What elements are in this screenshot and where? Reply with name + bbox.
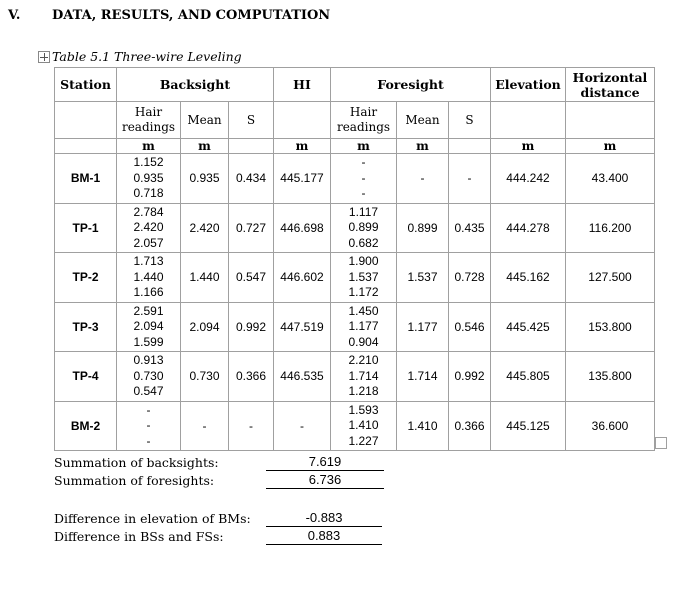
subheader-fs-mean: Mean bbox=[397, 102, 449, 139]
hair-reading: 0.904 bbox=[348, 334, 379, 349]
hair-reading: 1.900 bbox=[348, 254, 379, 268]
hair-reading: 2.057 bbox=[133, 235, 164, 250]
fs-s-cell: 0.992 bbox=[449, 352, 491, 402]
bs-s-cell: 0.547 bbox=[229, 253, 274, 303]
unit-row bbox=[55, 139, 655, 154]
fs-mean-cell: 1.410 bbox=[397, 401, 449, 451]
table-row bbox=[55, 352, 655, 402]
fs-mean-cell: 0.899 bbox=[397, 203, 449, 253]
hi-cell: 445.177 bbox=[274, 154, 331, 204]
unit-bs-hair: m bbox=[117, 139, 181, 154]
bs-s-cell: - bbox=[229, 401, 274, 451]
subheader-fs-hair: Hair readings bbox=[331, 102, 397, 139]
table-caption-row bbox=[38, 49, 242, 64]
bs-s-cell: 0.434 bbox=[229, 154, 274, 204]
table-caption: Table 5.1 Three-wire Leveling bbox=[52, 49, 242, 64]
hi-cell: 446.602 bbox=[274, 253, 331, 303]
section-heading bbox=[8, 8, 330, 23]
bs-mean-cell: 2.094 bbox=[181, 302, 229, 352]
hair-reading: - bbox=[361, 170, 366, 185]
subheader-bs-s: S bbox=[229, 102, 274, 139]
station-cell: BM-1 bbox=[55, 154, 117, 204]
hair-reading: 1.177 bbox=[348, 319, 379, 333]
elevation-cell: 445.425 bbox=[491, 302, 566, 352]
fs-mean-cell: 1.537 bbox=[397, 253, 449, 303]
hair-reading: 1.152 bbox=[133, 155, 164, 169]
fs-hair-cell bbox=[331, 401, 397, 451]
row-end-marker-icon bbox=[655, 437, 667, 449]
elevation-cell: 445.125 bbox=[491, 401, 566, 451]
sum-foresights-label: Summation of foresights: bbox=[54, 473, 215, 488]
subheader-elevation-blank bbox=[491, 102, 566, 139]
sum-backsights-value: 7.619 bbox=[266, 454, 384, 471]
fs-mean-cell: - bbox=[397, 154, 449, 204]
hair-reading: 1.593 bbox=[348, 402, 379, 417]
bs-hair-cell bbox=[117, 352, 181, 402]
bs-hair-cell bbox=[117, 302, 181, 352]
elevation-cell: 444.242 bbox=[491, 154, 566, 204]
table-row bbox=[55, 401, 655, 451]
fs-mean-cell: 1.714 bbox=[397, 352, 449, 402]
station-cell: TP-2 bbox=[55, 253, 117, 303]
hair-reading: 1.218 bbox=[348, 384, 379, 398]
station-cell: TP-1 bbox=[55, 203, 117, 253]
hair-reading: - bbox=[361, 155, 366, 169]
subheader-bs-mean: Mean bbox=[181, 102, 229, 139]
hair-reading: 1.714 bbox=[348, 368, 379, 383]
subheader-hi-blank bbox=[274, 102, 331, 139]
hair-reading: 0.935 bbox=[133, 170, 164, 185]
bs-s-cell: 0.992 bbox=[229, 302, 274, 352]
unit-station-blank bbox=[55, 139, 117, 154]
distance-cell: 127.500 bbox=[566, 253, 655, 303]
distance-cell: 135.800 bbox=[566, 352, 655, 402]
bs-mean-cell: 0.730 bbox=[181, 352, 229, 402]
station-cell: BM-2 bbox=[55, 401, 117, 451]
unit-bs-s-blank bbox=[229, 139, 274, 154]
subheader-row bbox=[55, 102, 655, 139]
sum-foresights-value: 6.736 bbox=[266, 472, 384, 489]
unit-distance: m bbox=[566, 139, 655, 154]
fs-hair-cell bbox=[331, 203, 397, 253]
hair-reading: - bbox=[146, 418, 151, 432]
three-wire-leveling-table bbox=[54, 67, 655, 451]
hair-reading: 1.227 bbox=[348, 433, 379, 448]
station-cell: TP-3 bbox=[55, 302, 117, 352]
fs-s-cell: - bbox=[449, 154, 491, 204]
station-cell: TP-4 bbox=[55, 352, 117, 402]
header-elevation: Elevation bbox=[491, 68, 566, 102]
bs-mean-cell: - bbox=[181, 401, 229, 451]
fs-hair-cell bbox=[331, 253, 397, 303]
hi-cell: - bbox=[274, 401, 331, 451]
hair-reading: 1.166 bbox=[133, 285, 164, 299]
bs-hair-cell bbox=[117, 253, 181, 303]
unit-fs-s-blank bbox=[449, 139, 491, 154]
bs-mean-cell: 2.420 bbox=[181, 203, 229, 253]
fs-mean-cell: 1.177 bbox=[397, 302, 449, 352]
sum-backsights-label: Summation of backsights: bbox=[54, 455, 219, 470]
unit-hi: m bbox=[274, 139, 331, 154]
subheader-distance-blank bbox=[566, 102, 655, 139]
header-backsight: Backsight bbox=[117, 68, 274, 102]
hair-reading: 0.899 bbox=[348, 220, 379, 234]
table-row bbox=[55, 253, 655, 303]
bs-hair-cell bbox=[117, 203, 181, 253]
unit-fs-mean: m bbox=[397, 139, 449, 154]
subheader-station-blank bbox=[55, 102, 117, 139]
hair-reading: 1.172 bbox=[348, 285, 379, 299]
bs-hair-cell bbox=[117, 401, 181, 451]
header-horizontal-distance: Horizontal distance bbox=[566, 68, 655, 102]
hair-reading: 2.094 bbox=[133, 319, 164, 333]
fs-hair-cell bbox=[331, 154, 397, 204]
elevation-cell: 445.805 bbox=[491, 352, 566, 402]
diff-bs-fs-label: Difference in BSs and FSs: bbox=[54, 529, 224, 544]
hair-reading: 0.547 bbox=[133, 384, 164, 398]
fs-s-cell: 0.435 bbox=[449, 203, 491, 253]
distance-cell: 36.600 bbox=[566, 401, 655, 451]
hair-reading: 0.718 bbox=[133, 186, 164, 200]
subheader-bs-hair: Hair readings bbox=[117, 102, 181, 139]
diff-elevation-label: Difference in elevation of BMs: bbox=[54, 511, 251, 526]
hair-reading: 1.599 bbox=[133, 334, 164, 349]
hair-reading: 0.682 bbox=[348, 235, 379, 250]
hair-reading: - bbox=[146, 433, 151, 448]
distance-cell: 43.400 bbox=[566, 154, 655, 204]
hair-reading: 2.420 bbox=[133, 220, 164, 234]
header-foresight: Foresight bbox=[331, 68, 491, 102]
subheader-fs-s: S bbox=[449, 102, 491, 139]
distance-cell: 153.800 bbox=[566, 302, 655, 352]
diff-elevation-value: -0.883 bbox=[266, 510, 382, 527]
header-station: Station bbox=[55, 68, 117, 102]
hair-reading: 2.210 bbox=[348, 353, 379, 367]
elevation-cell: 445.162 bbox=[491, 253, 566, 303]
section-title: DATA, RESULTS, AND COMPUTATION bbox=[52, 8, 331, 23]
bs-s-cell: 0.727 bbox=[229, 203, 274, 253]
hair-reading: 1.410 bbox=[348, 418, 379, 432]
fs-s-cell: 0.366 bbox=[449, 401, 491, 451]
diff-bs-fs-value: 0.883 bbox=[266, 528, 382, 545]
fs-hair-cell bbox=[331, 302, 397, 352]
section-number: V. bbox=[8, 8, 21, 23]
bs-hair-cell bbox=[117, 154, 181, 204]
hair-reading: 1.117 bbox=[348, 204, 379, 219]
table-row bbox=[55, 302, 655, 352]
hair-reading: 1.440 bbox=[133, 269, 164, 284]
hi-cell: 446.698 bbox=[274, 203, 331, 253]
table-row bbox=[55, 154, 655, 204]
hair-reading: 1.450 bbox=[348, 303, 379, 318]
fs-hair-cell bbox=[331, 352, 397, 402]
hair-reading: 1.537 bbox=[348, 269, 379, 284]
distance-cell: 116.200 bbox=[566, 203, 655, 253]
unit-elevation: m bbox=[491, 139, 566, 154]
bs-mean-cell: 0.935 bbox=[181, 154, 229, 204]
hair-reading: 0.730 bbox=[133, 368, 164, 383]
fs-s-cell: 0.728 bbox=[449, 253, 491, 303]
table-row bbox=[55, 203, 655, 253]
hair-reading: 0.913 bbox=[133, 353, 164, 367]
hair-reading: 1.713 bbox=[133, 254, 164, 268]
hair-reading: - bbox=[361, 186, 366, 200]
table-move-handle-icon[interactable] bbox=[38, 51, 50, 63]
bs-mean-cell: 1.440 bbox=[181, 253, 229, 303]
fs-s-cell: 0.546 bbox=[449, 302, 491, 352]
hair-reading: 2.591 bbox=[133, 303, 164, 318]
header-row bbox=[55, 68, 655, 102]
hair-reading: - bbox=[146, 402, 151, 417]
unit-bs-mean: m bbox=[181, 139, 229, 154]
hi-cell: 446.535 bbox=[274, 352, 331, 402]
hair-reading: 2.784 bbox=[133, 204, 164, 219]
bs-s-cell: 0.366 bbox=[229, 352, 274, 402]
header-hi: HI bbox=[274, 68, 331, 102]
unit-fs-hair: m bbox=[331, 139, 397, 154]
hi-cell: 447.519 bbox=[274, 302, 331, 352]
elevation-cell: 444.278 bbox=[491, 203, 566, 253]
